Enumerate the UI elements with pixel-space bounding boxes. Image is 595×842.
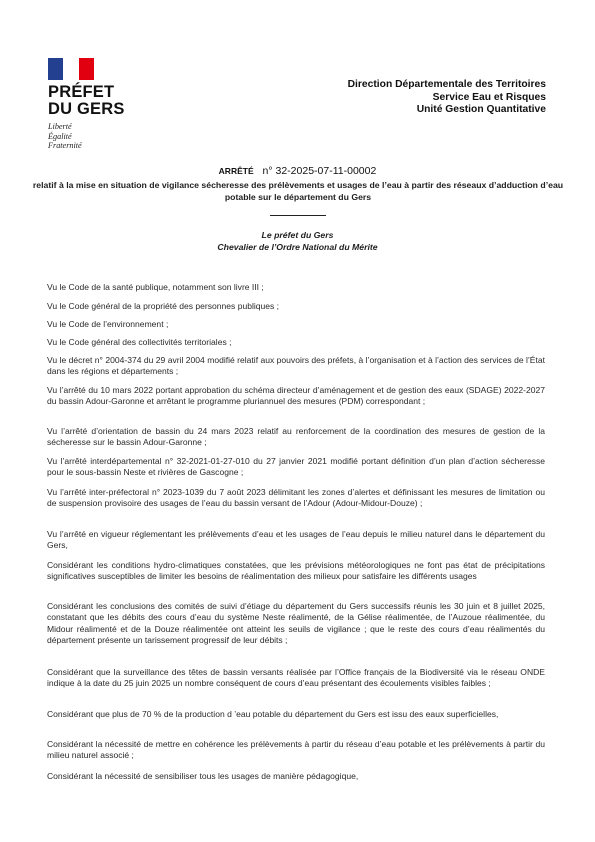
marianne-flag-icon [48,58,94,80]
visa-paragraph: Vu le Code général des collectivités territoriales ; [47,337,232,347]
consideration-paragraph: Considérant la nécessité de sensibiliser tous les usages de manière pédagogique, [47,771,359,781]
arrete-label: ARRÊTÉ [218,166,254,176]
consideration-paragraph: Considérant les conclusions des comités de suivi d’étiage du département du Gers successifs réunis les 30 juin et 8 juillet 2025, constatant que les débits des cours d’eau du système Neste réalimenté, de la Gélise réalimentée, de l’Auzoue réalimentée, du Midour réalimenté et de la Douze réalimentée ont atteint les seuils de vigilance ; que le reste des cours d’eau réalimentés du département présente un tarissement progressif de leur débits ; [47,601,545,645]
arrete-subject: relatif à la mise en situation de vigilance sécheresse des prélèvements et usages de l’eau à partir des réseaux d’adduction d’eau potable sur le département du Gers [32,180,564,202]
arrete-heading [0,165,595,177]
issuing-service-name: Service Eau et Risques [432,91,546,103]
title-divider [270,215,326,216]
motto-liberte: Liberté [48,122,72,131]
visa-paragraph: Vu l’arrêté d’orientation de bassin du 24 mars 2023 relatif au renforcement de la coordination des mesures de gestion de la sécheresse sur le bassin Adour-Garonne ; [47,426,545,448]
prefet-signatory [0,229,595,253]
visa-paragraph: Vu l’arrêté interdépartemental n° 32-2021-01-27-010 du 27 janvier 2021 modifié portant définition d’un plan d’action sécheresse pour le sous-bassin Neste et rivières de Gascogne ; [47,456,545,478]
visa-paragraph: Vu l’arrêté en vigueur réglementant les prélèvements d’eau et les usages de l’eau depuis le milieu naturel dans le département du Gers, [47,529,545,551]
visa-paragraph: Vu le décret n° 2004-374 du 29 avril 2004 modifié relatif aux pouvoirs des préfets, à l’organisation et à l’action des services de l’État dans les régions et départements ; [47,355,545,377]
republic-motto [48,122,148,151]
consideration-paragraph: Considérant les conditions hydro-climatiques constatées, que les prévisions météorologiques ne font pas état de précipitations significatives susceptibles de limiter les besoins de réalimentation des milieux pour satisfaire les différents usages [47,560,545,582]
issuing-direction: Direction Départementale des Territoires [347,79,546,90]
visa-paragraph: Vu le Code général de la propriété des personnes publiques ; [47,301,280,311]
visa-paragraph: Vu le Code de la santé publique, notamment son livre III ; [47,282,264,292]
visa-paragraph: Vu le Code de l’environnement ; [47,319,169,329]
motto-egalite: Égalité [48,131,72,141]
prefet-line2: Chevalier de l’Ordre National du Mérite [217,242,378,252]
issuing-service [348,79,546,117]
consideration-paragraph: Considérant que plus de 70 % de la production d ’eau potable du département du Gers est issu des eaux superficielles, [47,709,499,719]
prefet-line1: Le préfet du Gers [261,230,334,240]
prefecture-name-line1: PRÉFET [48,83,115,101]
visa-paragraph: Vu l’arrêté inter-préfectoral n° 2023-1039 du 7 août 2023 délimitant les zones d’alertes et définissant les mesures de limitation ou de suspension provisoire des usages de l’eau du bassin versant de l’Adour (Adour-Midour-Douze) ; [47,487,545,509]
arrete-number: n° 32-2025-07-11-00002 [262,165,377,177]
visa-paragraph: Vu l’arrêté du 10 mars 2022 portant approbation du schéma directeur d’aménagement et de gestion des eaux (SDAGE) 2022-2027 du bassin Adour-Garonne et arrêtant le programme pluriannuel des mesures (PDM) correspondant ; [47,385,545,407]
issuing-unit: Unité Gestion Quantitative [416,104,546,115]
prefecture-name [48,84,148,118]
motto-fraternite: Fraternité [48,141,82,150]
prefecture-logo [48,58,148,151]
consideration-paragraph: Considérant que la surveillance des têtes de bassin versants réalisée par l’Office français de la Biodiversité via le réseau ONDE indique à la date du 25 juin 2025 un nombre conséquent de cours d’eau présentant des écoulements visibles faibles ; [47,667,545,689]
consideration-paragraph: Considérant la nécessité de mettre en cohérence les prélèvements à partir du réseau d’eau potable et les prélèvements à partir du milieu naturel associé ; [47,739,545,761]
prefecture-name-line2: DU GERS [48,100,125,118]
